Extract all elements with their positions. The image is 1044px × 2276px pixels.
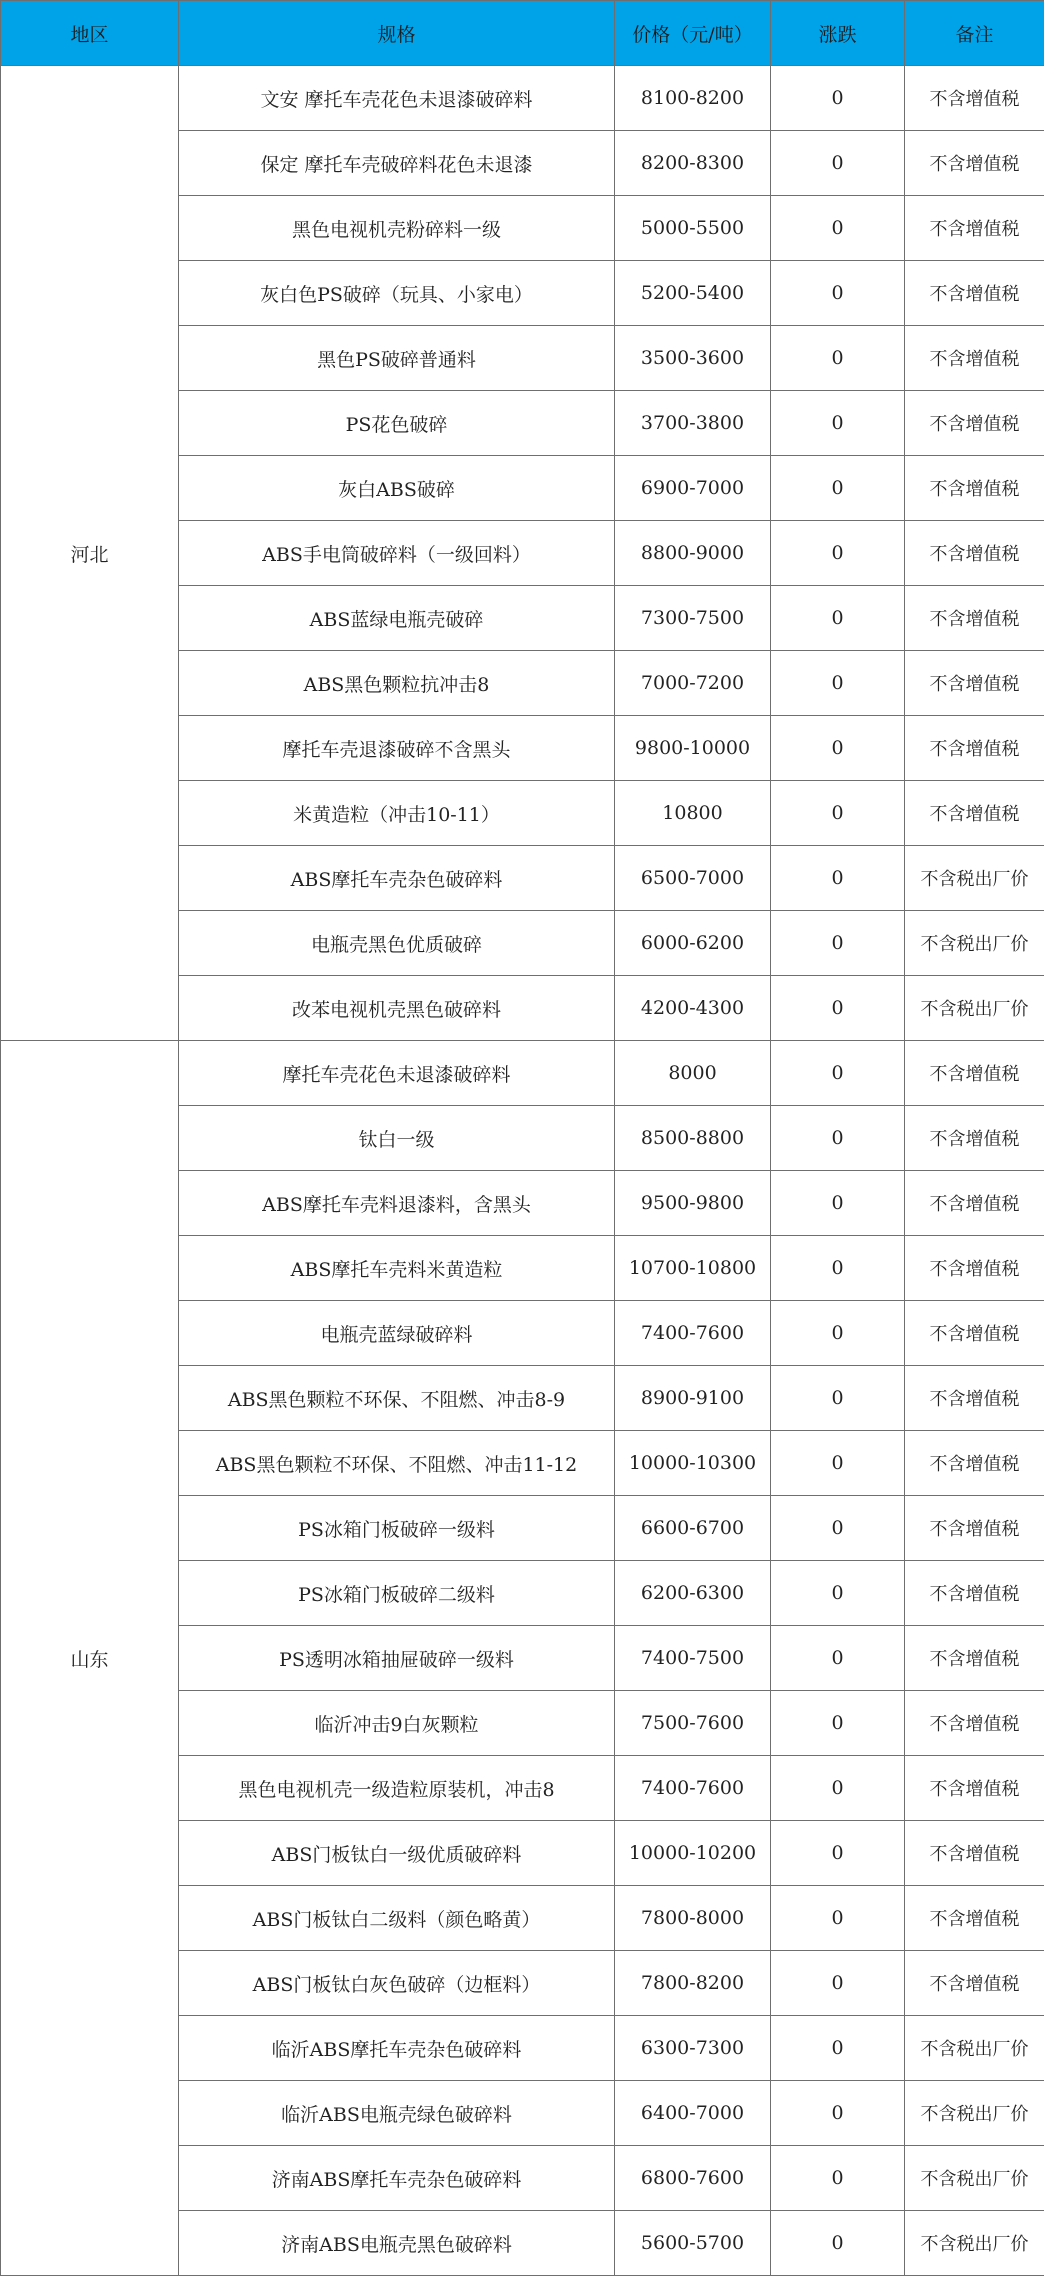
change-cell: 0 <box>771 1171 905 1236</box>
price-cell: 9500-9800 <box>615 1171 771 1236</box>
spec-cell: 临沂冲击9白灰颗粒 <box>179 1691 615 1756</box>
note-cell: 不含增值税 <box>905 1886 1044 1951</box>
spec-cell: ABS门板钛白二级料（颜色略黄） <box>179 1886 615 1951</box>
note-cell: 不含增值税 <box>905 326 1044 391</box>
note-cell: 不含增值税 <box>905 1496 1044 1561</box>
spec-cell: 改苯电视机壳黑色破碎料 <box>179 976 615 1041</box>
note-cell: 不含增值税 <box>905 1366 1044 1431</box>
spec-cell: 电瓶壳黑色优质破碎 <box>179 911 615 976</box>
note-cell: 不含增值税 <box>905 456 1044 521</box>
price-cell: 5200-5400 <box>615 261 771 326</box>
spec-cell: ABS门板钛白一级优质破碎料 <box>179 1821 615 1886</box>
spec-cell: ABS蓝绿电瓶壳破碎 <box>179 586 615 651</box>
change-cell: 0 <box>771 1041 905 1106</box>
header-price: 价格（元/吨） <box>615 1 771 66</box>
spec-cell: 钛白一级 <box>179 1106 615 1171</box>
spec-cell: PS冰箱门板破碎一级料 <box>179 1496 615 1561</box>
change-cell: 0 <box>771 586 905 651</box>
note-cell: 不含增值税 <box>905 586 1044 651</box>
note-cell: 不含增值税 <box>905 1951 1044 2016</box>
spec-cell: 米黄造粒（冲击10-11） <box>179 781 615 846</box>
change-cell: 0 <box>771 261 905 326</box>
note-cell: 不含增值税 <box>905 1041 1044 1106</box>
note-cell: 不含税出厂价 <box>905 2016 1044 2081</box>
price-cell: 6900-7000 <box>615 456 771 521</box>
table-header <box>1 1 1044 66</box>
note-cell: 不含税出厂价 <box>905 911 1044 976</box>
note-cell: 不含增值税 <box>905 1756 1044 1821</box>
note-cell: 不含增值税 <box>905 66 1044 131</box>
price-cell: 6400-7000 <box>615 2081 771 2146</box>
spec-cell: ABS摩托车壳杂色破碎料 <box>179 846 615 911</box>
note-cell: 不含增值税 <box>905 1821 1044 1886</box>
change-cell: 0 <box>771 391 905 456</box>
note-cell: 不含增值税 <box>905 781 1044 846</box>
spec-cell: 摩托车壳退漆破碎不含黑头 <box>179 716 615 781</box>
note-cell: 不含增值税 <box>905 1431 1044 1496</box>
price-cell: 7300-7500 <box>615 586 771 651</box>
price-cell: 7500-7600 <box>615 1691 771 1756</box>
note-cell: 不含增值税 <box>905 131 1044 196</box>
note-cell: 不含增值税 <box>905 651 1044 716</box>
spec-cell: 黑色电视机壳一级造粒原装机，冲击8 <box>179 1756 615 1821</box>
change-cell: 0 <box>771 2211 905 2276</box>
spec-cell: 黑色PS破碎普通料 <box>179 326 615 391</box>
price-cell: 7800-8000 <box>615 1886 771 1951</box>
note-cell: 不含增值税 <box>905 1106 1044 1171</box>
note-cell: 不含税出厂价 <box>905 2081 1044 2146</box>
header-note: 备注 <box>905 1 1044 66</box>
spec-cell: 电瓶壳蓝绿破碎料 <box>179 1301 615 1366</box>
spec-cell: 灰白色PS破碎（玩具、小家电） <box>179 261 615 326</box>
price-cell: 6300-7300 <box>615 2016 771 2081</box>
note-cell: 不含增值税 <box>905 1691 1044 1756</box>
change-cell: 0 <box>771 781 905 846</box>
price-cell: 7400-7500 <box>615 1626 771 1691</box>
spec-cell: PS透明冰箱抽屉破碎一级料 <box>179 1626 615 1691</box>
price-cell: 10000-10200 <box>615 1821 771 1886</box>
change-cell: 0 <box>771 66 905 131</box>
spec-cell: ABS黑色颗粒不环保、不阻燃、冲击8-9 <box>179 1366 615 1431</box>
price-cell: 7400-7600 <box>615 1301 771 1366</box>
spec-cell: 摩托车壳花色未退漆破碎料 <box>179 1041 615 1106</box>
price-cell: 3700-3800 <box>615 391 771 456</box>
spec-cell: ABS黑色颗粒抗冲击8 <box>179 651 615 716</box>
change-cell: 0 <box>771 1626 905 1691</box>
change-cell: 0 <box>771 1951 905 2016</box>
change-cell: 0 <box>771 2081 905 2146</box>
spec-cell: 济南ABS摩托车壳杂色破碎料 <box>179 2146 615 2211</box>
spec-cell: ABS摩托车壳料米黄造粒 <box>179 1236 615 1301</box>
change-cell: 0 <box>771 846 905 911</box>
price-cell: 8800-9000 <box>615 521 771 586</box>
region-cell: 河北 <box>1 66 179 1041</box>
change-cell: 0 <box>771 1756 905 1821</box>
price-cell: 8100-8200 <box>615 66 771 131</box>
change-cell: 0 <box>771 326 905 391</box>
price-cell: 9800-10000 <box>615 716 771 781</box>
price-cell: 5000-5500 <box>615 196 771 261</box>
price-cell: 6600-6700 <box>615 1496 771 1561</box>
note-cell: 不含增值税 <box>905 196 1044 261</box>
note-cell: 不含增值税 <box>905 716 1044 781</box>
spec-cell: 灰白ABS破碎 <box>179 456 615 521</box>
change-cell: 0 <box>771 911 905 976</box>
note-cell: 不含增值税 <box>905 261 1044 326</box>
spec-cell: 保定 摩托车壳破碎料花色未退漆 <box>179 131 615 196</box>
note-cell: 不含增值税 <box>905 391 1044 456</box>
change-cell: 0 <box>771 131 905 196</box>
price-cell: 10700-10800 <box>615 1236 771 1301</box>
change-cell: 0 <box>771 1496 905 1561</box>
spec-cell: ABS门板钛白灰色破碎（边框料） <box>179 1951 615 2016</box>
change-cell: 0 <box>771 1236 905 1301</box>
note-cell: 不含税出厂价 <box>905 846 1044 911</box>
price-cell: 6500-7000 <box>615 846 771 911</box>
change-cell: 0 <box>771 521 905 586</box>
price-cell: 7000-7200 <box>615 651 771 716</box>
note-cell: 不含增值税 <box>905 1561 1044 1626</box>
price-cell: 6200-6300 <box>615 1561 771 1626</box>
table-row <box>1 1041 1044 1106</box>
price-cell: 6000-6200 <box>615 911 771 976</box>
note-cell: 不含增值税 <box>905 521 1044 586</box>
price-cell: 8200-8300 <box>615 131 771 196</box>
note-cell: 不含税出厂价 <box>905 976 1044 1041</box>
price-cell: 5600-5700 <box>615 2211 771 2276</box>
region-cell: 山东 <box>1 1041 179 2276</box>
spec-cell: ABS黑色颗粒不环保、不阻燃、冲击11-12 <box>179 1431 615 1496</box>
spec-cell: 临沂ABS摩托车壳杂色破碎料 <box>179 2016 615 2081</box>
header-change: 涨跌 <box>771 1 905 66</box>
table-body <box>1 66 1044 2276</box>
header-region: 地区 <box>1 1 179 66</box>
price-cell: 7800-8200 <box>615 1951 771 2016</box>
table-row <box>1 66 1044 131</box>
change-cell: 0 <box>771 1561 905 1626</box>
change-cell: 0 <box>771 1431 905 1496</box>
price-cell: 10000-10300 <box>615 1431 771 1496</box>
change-cell: 0 <box>771 716 905 781</box>
price-cell: 10800 <box>615 781 771 846</box>
note-cell: 不含增值税 <box>905 1236 1044 1301</box>
spec-cell: PS花色破碎 <box>179 391 615 456</box>
change-cell: 0 <box>771 1821 905 1886</box>
change-cell: 0 <box>771 976 905 1041</box>
change-cell: 0 <box>771 456 905 521</box>
note-cell: 不含增值税 <box>905 1626 1044 1691</box>
note-cell: 不含增值税 <box>905 1301 1044 1366</box>
change-cell: 0 <box>771 1301 905 1366</box>
price-cell: 8900-9100 <box>615 1366 771 1431</box>
change-cell: 0 <box>771 2146 905 2211</box>
change-cell: 0 <box>771 1366 905 1431</box>
spec-cell: ABS手电筒破碎料（一级回料） <box>179 521 615 586</box>
price-cell: 8500-8800 <box>615 1106 771 1171</box>
note-cell: 不含税出厂价 <box>905 2211 1044 2276</box>
change-cell: 0 <box>771 1106 905 1171</box>
header-spec: 规格 <box>179 1 615 66</box>
spec-cell: 临沂ABS电瓶壳绿色破碎料 <box>179 2081 615 2146</box>
note-cell: 不含税出厂价 <box>905 2146 1044 2211</box>
header-row <box>1 1 1044 66</box>
change-cell: 0 <box>771 196 905 261</box>
change-cell: 0 <box>771 651 905 716</box>
spec-cell: 黑色电视机壳粉碎料一级 <box>179 196 615 261</box>
change-cell: 0 <box>771 1886 905 1951</box>
price-cell: 4200-4300 <box>615 976 771 1041</box>
price-cell: 7400-7600 <box>615 1756 771 1821</box>
change-cell: 0 <box>771 1691 905 1756</box>
price-cell: 3500-3600 <box>615 326 771 391</box>
spec-cell: ABS摩托车壳料退漆料，含黑头 <box>179 1171 615 1236</box>
change-cell: 0 <box>771 2016 905 2081</box>
price-cell: 6800-7600 <box>615 2146 771 2211</box>
spec-cell: 文安 摩托车壳花色未退漆破碎料 <box>179 66 615 131</box>
price-cell: 8000 <box>615 1041 771 1106</box>
spec-cell: PS冰箱门板破碎二级料 <box>179 1561 615 1626</box>
spec-cell: 济南ABS电瓶壳黑色破碎料 <box>179 2211 615 2276</box>
note-cell: 不含增值税 <box>905 1171 1044 1236</box>
